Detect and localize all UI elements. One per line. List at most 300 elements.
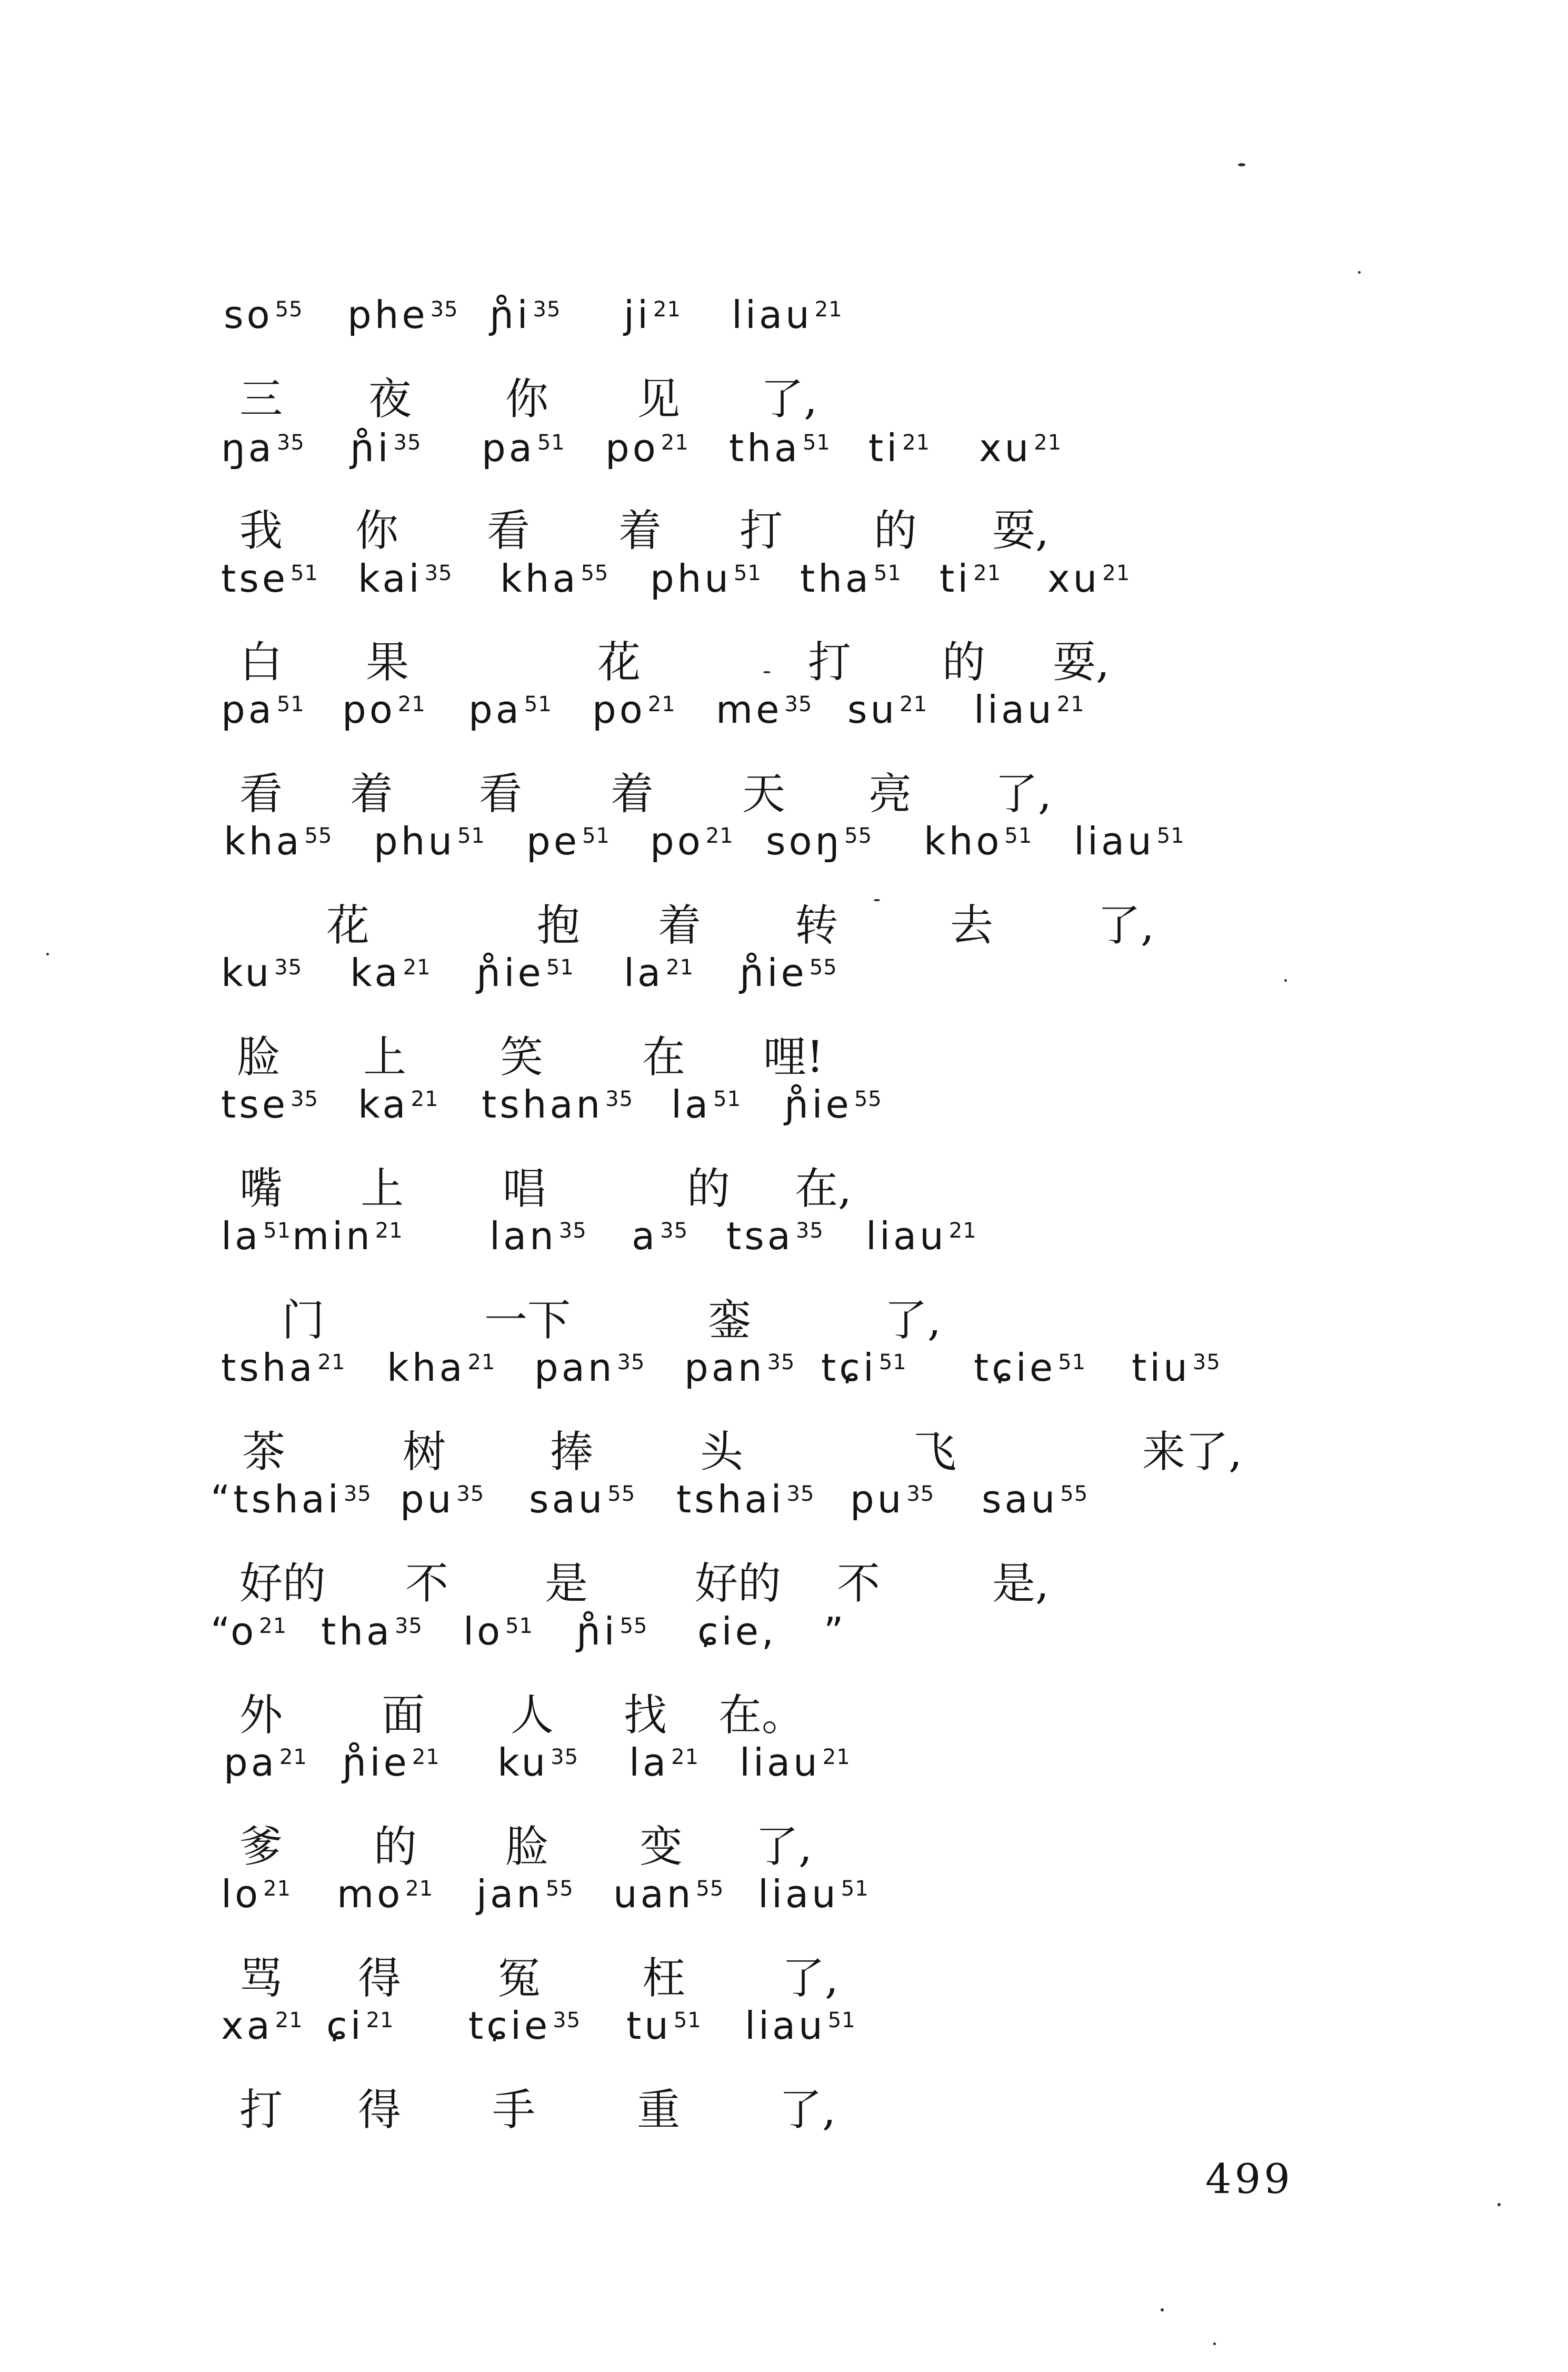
syllable-text: so	[224, 293, 273, 337]
syllable-text: “o	[211, 1609, 257, 1653]
syllable	[729, 426, 831, 470]
syllable-text: kha	[224, 819, 303, 863]
tone-number: 21	[467, 1350, 496, 1374]
syllable	[490, 1214, 587, 1258]
tone-number: 35	[784, 692, 813, 716]
chinese-gloss: 去	[950, 901, 994, 951]
syllable	[766, 819, 873, 863]
syllable-text: xu	[979, 426, 1032, 470]
syllable-text: tu	[626, 2004, 672, 2048]
romanized-line	[0, 687, 1568, 775]
syllable-text: ɲ̊i	[490, 293, 531, 337]
syllable	[400, 1477, 485, 1521]
syllable	[624, 293, 681, 337]
syllable	[671, 1082, 742, 1127]
tone-number: 21	[1102, 561, 1131, 585]
chinese-gloss: 门	[282, 1295, 325, 1346]
chinese-gloss: 亮	[868, 769, 912, 819]
chinese-gloss: 好的	[695, 1559, 782, 1609]
syllable	[740, 1740, 851, 1785]
tone-number: 55	[607, 1482, 636, 1506]
romanized-line	[0, 556, 1568, 644]
syllable	[866, 1214, 977, 1258]
tone-number: 51	[505, 1614, 533, 1638]
syllable-text: a	[632, 1214, 658, 1258]
syllable-text: me	[716, 687, 783, 732]
syllable	[326, 2004, 394, 2048]
tone-number: 51	[276, 692, 305, 716]
chinese-gloss: 了,	[761, 374, 818, 424]
syllable-text: “tshai	[211, 1477, 342, 1521]
tone-number: 21	[661, 431, 689, 455]
syllable-text: ɲ̊ie	[476, 951, 544, 995]
tone-number: 51	[873, 561, 902, 585]
chinese-gloss: 在	[642, 1032, 686, 1082]
tone-number: 55	[1060, 1482, 1088, 1506]
syllable-text: la	[221, 1214, 262, 1258]
syllable-text: lan	[490, 1214, 557, 1258]
syllable	[716, 687, 813, 732]
tone-number: 21	[671, 1745, 700, 1769]
chinese-gloss: 树	[403, 1427, 446, 1477]
syllable	[726, 1214, 824, 1258]
tone-number: 35	[617, 1350, 645, 1374]
chinese-gloss: 了,	[779, 2085, 836, 2135]
romanized-line	[0, 1609, 1568, 1697]
syllable-text: kha	[387, 1346, 466, 1390]
syllable-text: kha	[500, 556, 579, 601]
tone-number: 35	[276, 431, 305, 455]
tone-number: 21	[397, 692, 426, 716]
syllable	[924, 819, 1033, 863]
syllable-text: tse	[221, 1082, 289, 1127]
syllable-text: tsha	[221, 1346, 316, 1390]
tone-number: 35	[786, 1482, 815, 1506]
chinese-gloss: 在。	[718, 1690, 805, 1740]
chinese-gloss: 一下	[484, 1295, 571, 1346]
chinese-gloss: 了,	[995, 769, 1052, 819]
syllable	[468, 687, 552, 732]
print-speck	[763, 671, 771, 673]
chinese-gloss: 銮	[708, 1295, 752, 1346]
syllable-text: la	[624, 951, 664, 995]
tone-number: 51	[1156, 824, 1185, 848]
tone-number: 21	[1056, 692, 1085, 716]
chinese-gloss: 的	[874, 506, 917, 556]
romanized-line	[0, 426, 1568, 513]
syllable	[529, 1477, 636, 1521]
tone-number: 35	[767, 1350, 795, 1374]
syllable	[358, 556, 453, 601]
syllable-text: tshan	[482, 1082, 604, 1127]
syllable	[821, 1346, 907, 1390]
chinese-gloss: 骂	[239, 1954, 283, 2004]
syllable	[526, 819, 610, 863]
syllable-text: pa	[224, 1740, 277, 1785]
tone-number: 21	[279, 1745, 307, 1769]
syllable-text: lo	[463, 1609, 504, 1653]
tone-number: 51	[673, 2008, 702, 2032]
syllable-text: liau	[732, 293, 813, 337]
chinese-gloss: 好的	[239, 1559, 326, 1609]
tone-number: 35	[795, 1219, 824, 1243]
chinese-gloss: 枉	[642, 1954, 686, 2004]
syllable	[732, 293, 843, 337]
chinese-gloss: 我	[239, 506, 283, 556]
syllable	[974, 1346, 1086, 1390]
syllable-text: pe	[526, 819, 580, 863]
syllable-text: ɲ̊ie	[342, 1740, 410, 1785]
chinese-gloss: 的	[374, 1822, 417, 1872]
chinese-gloss: 的	[687, 1164, 731, 1214]
syllable	[358, 1082, 439, 1127]
chinese-gloss: 打	[740, 506, 783, 556]
syllable-text: po	[592, 687, 646, 732]
syllable-text: tɕie	[974, 1346, 1056, 1390]
tone-number: 51	[291, 561, 318, 585]
syllable	[784, 1082, 882, 1127]
print-speck	[1497, 2203, 1501, 2206]
chinese-gloss: 脸	[237, 1032, 281, 1082]
syllable	[697, 1609, 777, 1653]
syllable	[221, 1872, 291, 1916]
syllable-text: tse	[221, 556, 289, 601]
tone-number: 21	[375, 1219, 403, 1243]
syllable	[350, 951, 431, 995]
tone-number: 51	[263, 1219, 292, 1243]
syllable	[624, 951, 694, 995]
syllable-text: ɕi	[326, 2004, 364, 2048]
syllable	[221, 687, 305, 732]
chinese-gloss: 不	[405, 1559, 449, 1609]
syllable	[221, 1082, 318, 1127]
chinese-gloss: 得	[358, 1954, 402, 2004]
syllable	[337, 1872, 434, 1916]
tone-number: 35	[393, 431, 422, 455]
syllable-text: ɲ̊i	[350, 426, 392, 470]
tone-number: 21	[403, 955, 431, 980]
page-number: 499	[1205, 2156, 1293, 2203]
syllable-text: pa	[468, 687, 522, 732]
tone-number: 21	[405, 1877, 434, 1901]
syllable	[387, 1346, 496, 1390]
syllable-text: liau	[740, 1740, 821, 1785]
syllable	[224, 819, 333, 863]
print-speck	[1284, 979, 1287, 982]
chinese-gloss: 了,	[755, 1822, 813, 1872]
syllable	[1074, 819, 1185, 863]
syllable	[605, 426, 689, 470]
print-speck	[1238, 163, 1245, 166]
chinese-gloss: 打	[808, 637, 852, 687]
syllable-text: jan	[476, 1872, 544, 1916]
chinese-gloss: 冤	[497, 1954, 541, 2004]
tone-number: 35	[660, 1219, 688, 1243]
tone-number: 35	[456, 1482, 485, 1506]
chinese-gloss: 手	[492, 2085, 536, 2135]
syllable	[497, 1740, 579, 1785]
tone-number: 51	[733, 561, 762, 585]
chinese-gloss: 花	[326, 901, 370, 951]
tone-number: 35	[906, 1482, 935, 1506]
chinese-gloss: 三	[239, 374, 283, 424]
syllable	[676, 1477, 815, 1521]
syllable-text: tha	[321, 1609, 393, 1653]
tone-number: 55	[854, 1087, 882, 1111]
chinese-gloss: 变	[640, 1822, 683, 1872]
tone-number: 21	[822, 1745, 851, 1769]
chinese-gloss: 着	[611, 769, 654, 819]
syllable	[221, 2004, 303, 2048]
tone-number: 51	[827, 2008, 856, 2032]
syllable-text: tha	[729, 426, 801, 470]
tone-number: 21	[259, 1614, 287, 1638]
chinese-gloss: 看	[239, 769, 283, 819]
tone-number: 51	[582, 824, 610, 848]
tone-number: 21	[366, 2008, 394, 2032]
syllable	[374, 819, 485, 863]
tone-number: 55	[696, 1877, 724, 1901]
romanized-line	[0, 1872, 1568, 1959]
tone-number: 21	[653, 297, 681, 322]
syllable	[482, 1082, 634, 1127]
syllable	[684, 1346, 795, 1390]
chinese-gloss: 捧	[550, 1427, 594, 1477]
chinese-gloss: 面	[382, 1690, 425, 1740]
chinese-gloss: 哩!	[763, 1032, 824, 1082]
print-speck	[874, 899, 880, 901]
syllable-text: tiu	[1132, 1346, 1191, 1390]
syllable	[1047, 556, 1131, 601]
romanized-line	[0, 2004, 1568, 2091]
tone-number: 21	[900, 692, 928, 716]
syllable	[342, 1740, 440, 1785]
chinese-gloss: 是	[545, 1559, 588, 1609]
syllable	[463, 1609, 533, 1653]
syllable	[490, 293, 561, 337]
romanized-line	[0, 1346, 1568, 1433]
chinese-gloss: 是,	[992, 1559, 1050, 1609]
tone-number: 51	[802, 431, 831, 455]
chinese-gloss: 了,	[782, 1954, 839, 2004]
chinese-gloss: 白	[239, 637, 283, 687]
syllable-text: su	[847, 687, 898, 732]
chinese-gloss: 夜	[368, 374, 412, 424]
syllable	[982, 1477, 1088, 1521]
tone-number: 21	[973, 561, 1002, 585]
syllable	[321, 1609, 423, 1653]
chinese-gloss: 重	[637, 2085, 681, 2135]
syllable	[626, 2004, 702, 2048]
syllable-text: sau	[982, 1477, 1058, 1521]
syllable-text: ku	[221, 951, 273, 995]
syllable-text: ti	[868, 426, 901, 470]
syllable-text: ”	[824, 1609, 847, 1653]
tone-number: 21	[814, 297, 843, 322]
tone-number: 35	[1192, 1350, 1221, 1374]
tone-number: 21	[902, 431, 931, 455]
chinese-gloss: 嘴	[239, 1164, 283, 1214]
chinese-line	[0, 2085, 1568, 2173]
chinese-gloss: 耍,	[1053, 637, 1110, 687]
syllable	[850, 1477, 935, 1521]
print-speck	[1213, 2343, 1216, 2345]
syllable-text: liau	[745, 2004, 826, 2048]
print-speck	[1161, 2308, 1164, 2311]
syllable	[476, 1872, 574, 1916]
romanized-line	[0, 951, 1568, 1038]
syllable-text: liau	[974, 687, 1055, 732]
syllable-text: pa	[221, 687, 275, 732]
tone-number: 35	[533, 297, 561, 322]
syllable	[224, 293, 303, 337]
print-speck	[1358, 271, 1361, 274]
romanized-line	[0, 1740, 1568, 1828]
syllable	[868, 426, 931, 470]
chinese-gloss: 果	[366, 637, 410, 687]
tone-number: 51	[878, 1350, 907, 1374]
chinese-gloss: 花	[597, 637, 641, 687]
chinese-gloss: 茶	[242, 1427, 286, 1477]
chinese-gloss: 人	[511, 1690, 554, 1740]
tone-number: 55	[304, 824, 333, 848]
syllable	[342, 687, 426, 732]
syllable-text: phu	[374, 819, 455, 863]
chinese-gloss: 着	[658, 901, 702, 951]
syllable-text: ŋa	[221, 426, 275, 470]
syllable-text: tɕi	[821, 1346, 877, 1390]
tone-number: 51	[524, 692, 552, 716]
syllable	[940, 556, 1002, 601]
romanized-line	[0, 1477, 1568, 1564]
tone-number: 55	[844, 824, 873, 848]
tone-number: 21	[705, 824, 734, 848]
syllable-text: kai	[358, 556, 423, 601]
tone-number: 21	[412, 1745, 440, 1769]
syllable-text: sau	[529, 1477, 606, 1521]
tone-number: 35	[291, 1087, 318, 1111]
syllable-text: po	[342, 687, 396, 732]
chinese-gloss: 在,	[795, 1164, 852, 1214]
tone-number: 21	[263, 1877, 291, 1901]
chinese-gloss: 着	[350, 769, 394, 819]
romanized-line	[0, 819, 1568, 906]
tone-number: 35	[274, 955, 303, 980]
chinese-gloss: 耍,	[992, 506, 1050, 556]
syllable	[629, 1740, 700, 1785]
romanized-line	[0, 1214, 1568, 1301]
syllable-text: pa	[482, 426, 535, 470]
tone-number: 21	[317, 1350, 346, 1374]
tone-number: 55	[275, 297, 303, 322]
chinese-gloss: 头	[700, 1427, 744, 1477]
chinese-gloss: 了,	[1097, 901, 1155, 951]
syllable	[221, 1214, 292, 1258]
tone-number: 55	[809, 955, 837, 980]
syllable	[221, 426, 305, 470]
chinese-gloss: 天	[742, 769, 786, 819]
tone-number: 21	[275, 2008, 303, 2032]
tone-number: 21	[948, 1219, 977, 1243]
syllable	[476, 951, 574, 995]
syllable-text: ɲ̊ie	[784, 1082, 852, 1127]
syllable	[745, 2004, 856, 2048]
syllable-text: la	[671, 1082, 712, 1127]
chinese-gloss: 唱	[503, 1164, 546, 1214]
syllable-text: xu	[1047, 556, 1101, 601]
chinese-gloss: 找	[624, 1690, 667, 1740]
syllable	[347, 293, 458, 337]
syllable-text: ka	[350, 951, 401, 995]
syllable-text: mo	[337, 1872, 404, 1916]
tone-number: 51	[457, 824, 485, 848]
chinese-gloss: 见	[637, 374, 681, 424]
chinese-gloss: 上	[361, 1164, 404, 1214]
syllable-text: uan	[613, 1872, 694, 1916]
syllable	[650, 819, 734, 863]
tone-number: 51	[841, 1877, 869, 1901]
tone-number: 51	[713, 1087, 742, 1111]
syllable	[613, 1872, 724, 1916]
syllable-text: liau	[758, 1872, 839, 1916]
syllable-text: ka	[358, 1082, 409, 1127]
chinese-gloss: 上	[363, 1032, 407, 1082]
syllable-text: po	[650, 819, 704, 863]
syllable-text: tsa	[726, 1214, 794, 1258]
tone-number: 55	[620, 1614, 648, 1638]
tone-number: 21	[1034, 431, 1062, 455]
syllable	[576, 1609, 648, 1653]
syllable	[292, 1214, 403, 1258]
chinese-gloss: 飞	[913, 1427, 957, 1477]
tone-number: 35	[424, 561, 453, 585]
syllable-text: pu	[850, 1477, 905, 1521]
syllable	[534, 1346, 645, 1390]
syllable-text: min	[292, 1214, 373, 1258]
chinese-gloss: 脸	[505, 1822, 549, 1872]
tone-number: 35	[551, 1745, 579, 1769]
tone-number: 35	[558, 1219, 587, 1243]
syllable-text: phu	[650, 556, 732, 601]
chinese-gloss: 抱	[537, 901, 581, 951]
syllable-text: tha	[800, 556, 872, 601]
tone-number: 55	[581, 561, 609, 585]
syllable-text: kho	[924, 819, 1003, 863]
syllable-text: lo	[221, 1872, 262, 1916]
syllable	[211, 1609, 287, 1653]
syllable-text: pan	[684, 1346, 765, 1390]
syllable-text: ɲ̊ie	[740, 951, 807, 995]
syllable	[221, 1346, 346, 1390]
syllable	[224, 1740, 307, 1785]
chinese-gloss: 得	[358, 2085, 402, 2135]
syllable-text: ti	[940, 556, 972, 601]
syllable-text: ɕie,	[697, 1609, 777, 1653]
tone-number: 21	[666, 955, 694, 980]
chinese-gloss: 看	[487, 506, 531, 556]
syllable-text: liau	[866, 1214, 947, 1258]
chinese-gloss: 不	[837, 1559, 881, 1609]
chinese-gloss: 转	[795, 901, 838, 951]
syllable	[221, 951, 303, 995]
syllable	[740, 951, 837, 995]
syllable	[221, 556, 318, 601]
tone-number: 35	[430, 297, 458, 322]
syllable	[350, 426, 422, 470]
syllable	[758, 1872, 869, 1916]
syllable	[211, 1477, 372, 1521]
syllable	[650, 556, 762, 601]
